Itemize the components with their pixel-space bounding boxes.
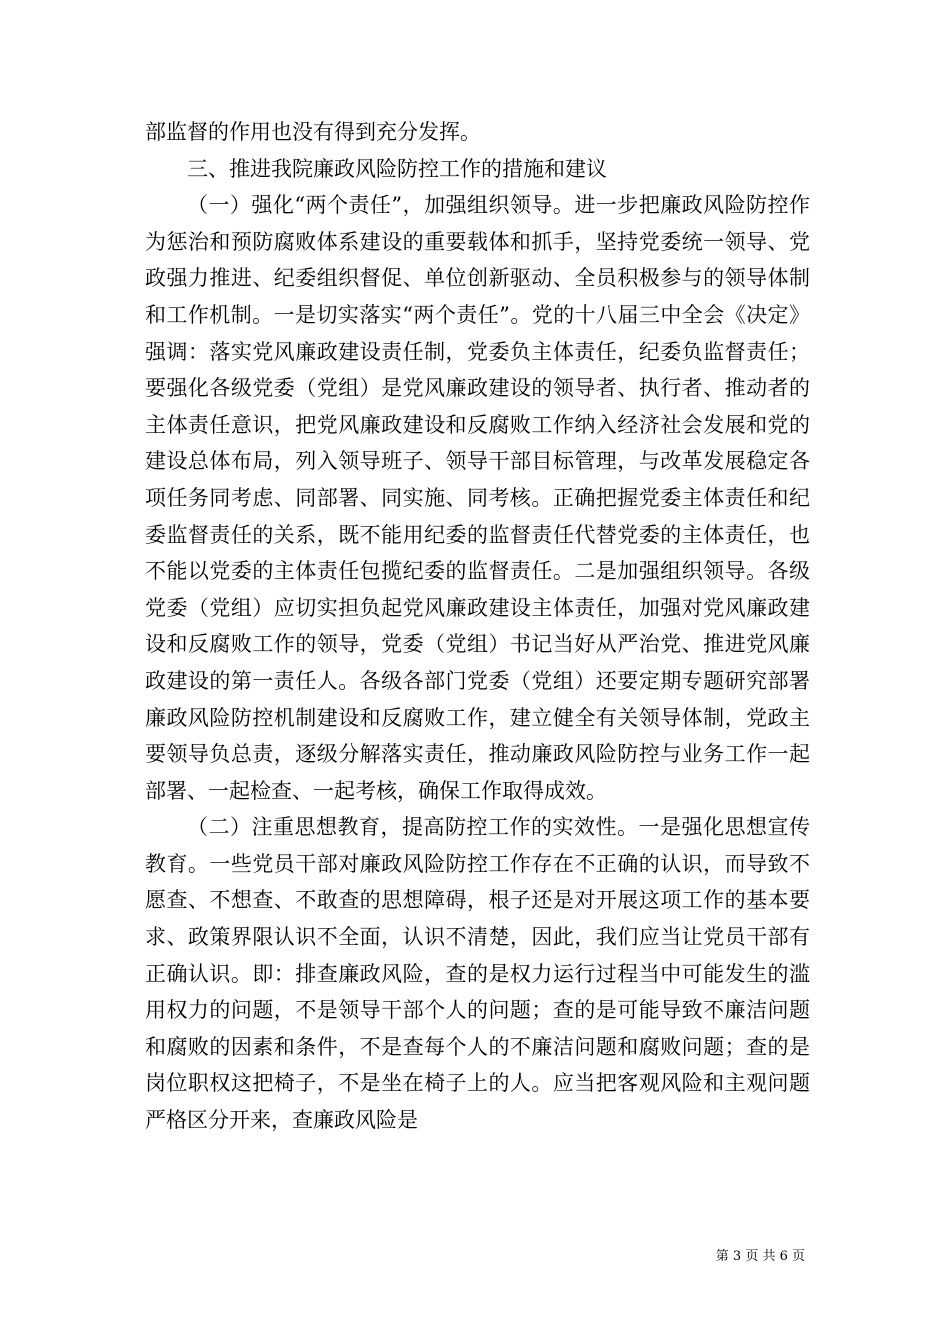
section-heading: 三、推进我院廉政风险防控工作的措施和建议: [187, 156, 607, 181]
paragraph-continuation: 部监督的作用也没有得到充分发挥。: [145, 120, 481, 144]
document-body: [145, 114, 810, 1139]
page-number: 第 3 页 共 6 页: [715, 1249, 805, 1264]
paragraph-two: （二）注重思想教育，提高防控工作的实效性。一是强化思想宣传教育。一些党员干部对廉政风险防控工作存在不正确的认识，而导致不愿查、不想查、不敢查的思想障碍，根子还是对开展这项工作的基本要求、政策界限认识不全面，认识不清楚，因此，我们应当让党员干部有正确认识。即：排查廉政风险，查的是权力运行过程当中可能发生的滥用权力的问题，不是领导干部个人的问题；查的是可能导致不廉洁问题和腐败的因素和条件，不是查每个人的不廉洁问题和腐败问题；查的是岗位职权这把椅子，不是坐在椅子上的人。应当把客观风险和主观问题严格区分开来，查廉政风险是: [145, 815, 810, 1133]
paragraph-one: （一）强化“两个责任”，加强组织领导。进一步把廉政风险防控作为惩治和预防腐败体系建设的重要载体和抓手，坚持党委统一领导、党政强力推进、纪委组织督促、单位创新驱动、全员积极参与的领导体制和工作机制。一是切实落实“两个责任”。党的十八届三中全会《决定》强调：落实党风廉政建设责任制，党委负主体责任，纪委负监督责任；要强化各级党委（党组）是党风廉政建设的领导者、执行者、推动者的主体责任意识，把党风廉政建设和反腐败工作纳入经济社会发展和党的建设总体布局，列入领导班子、领导干部目标管理，与改革发展稳定各项任务同考虑、同部署、同实施、同考核。正确把握党委主体责任和纪委监督责任的关系，既不能用纪委的监督责任代替党委的主体责任，也不能以党委的主体责任包揽纪委的监督责任。二是加强组织领导。各级党委（党组）应切实担负起党风廉政建设主体责任，加强对党风廉政建设和反腐败工作的领导，党委（党组）书记当好从严治党、推进党风廉政建设的第一责任人。各级各部门党委（党组）还要定期专题研究部署廉政风险防控机制建设和反腐败工作，建立健全有关领导体制，党政主要领导负总责，逐级分解落实责任，推动廉政风险防控与业务工作一起部署、一起检查、一起考核，确保工作取得成效。: [145, 193, 810, 803]
